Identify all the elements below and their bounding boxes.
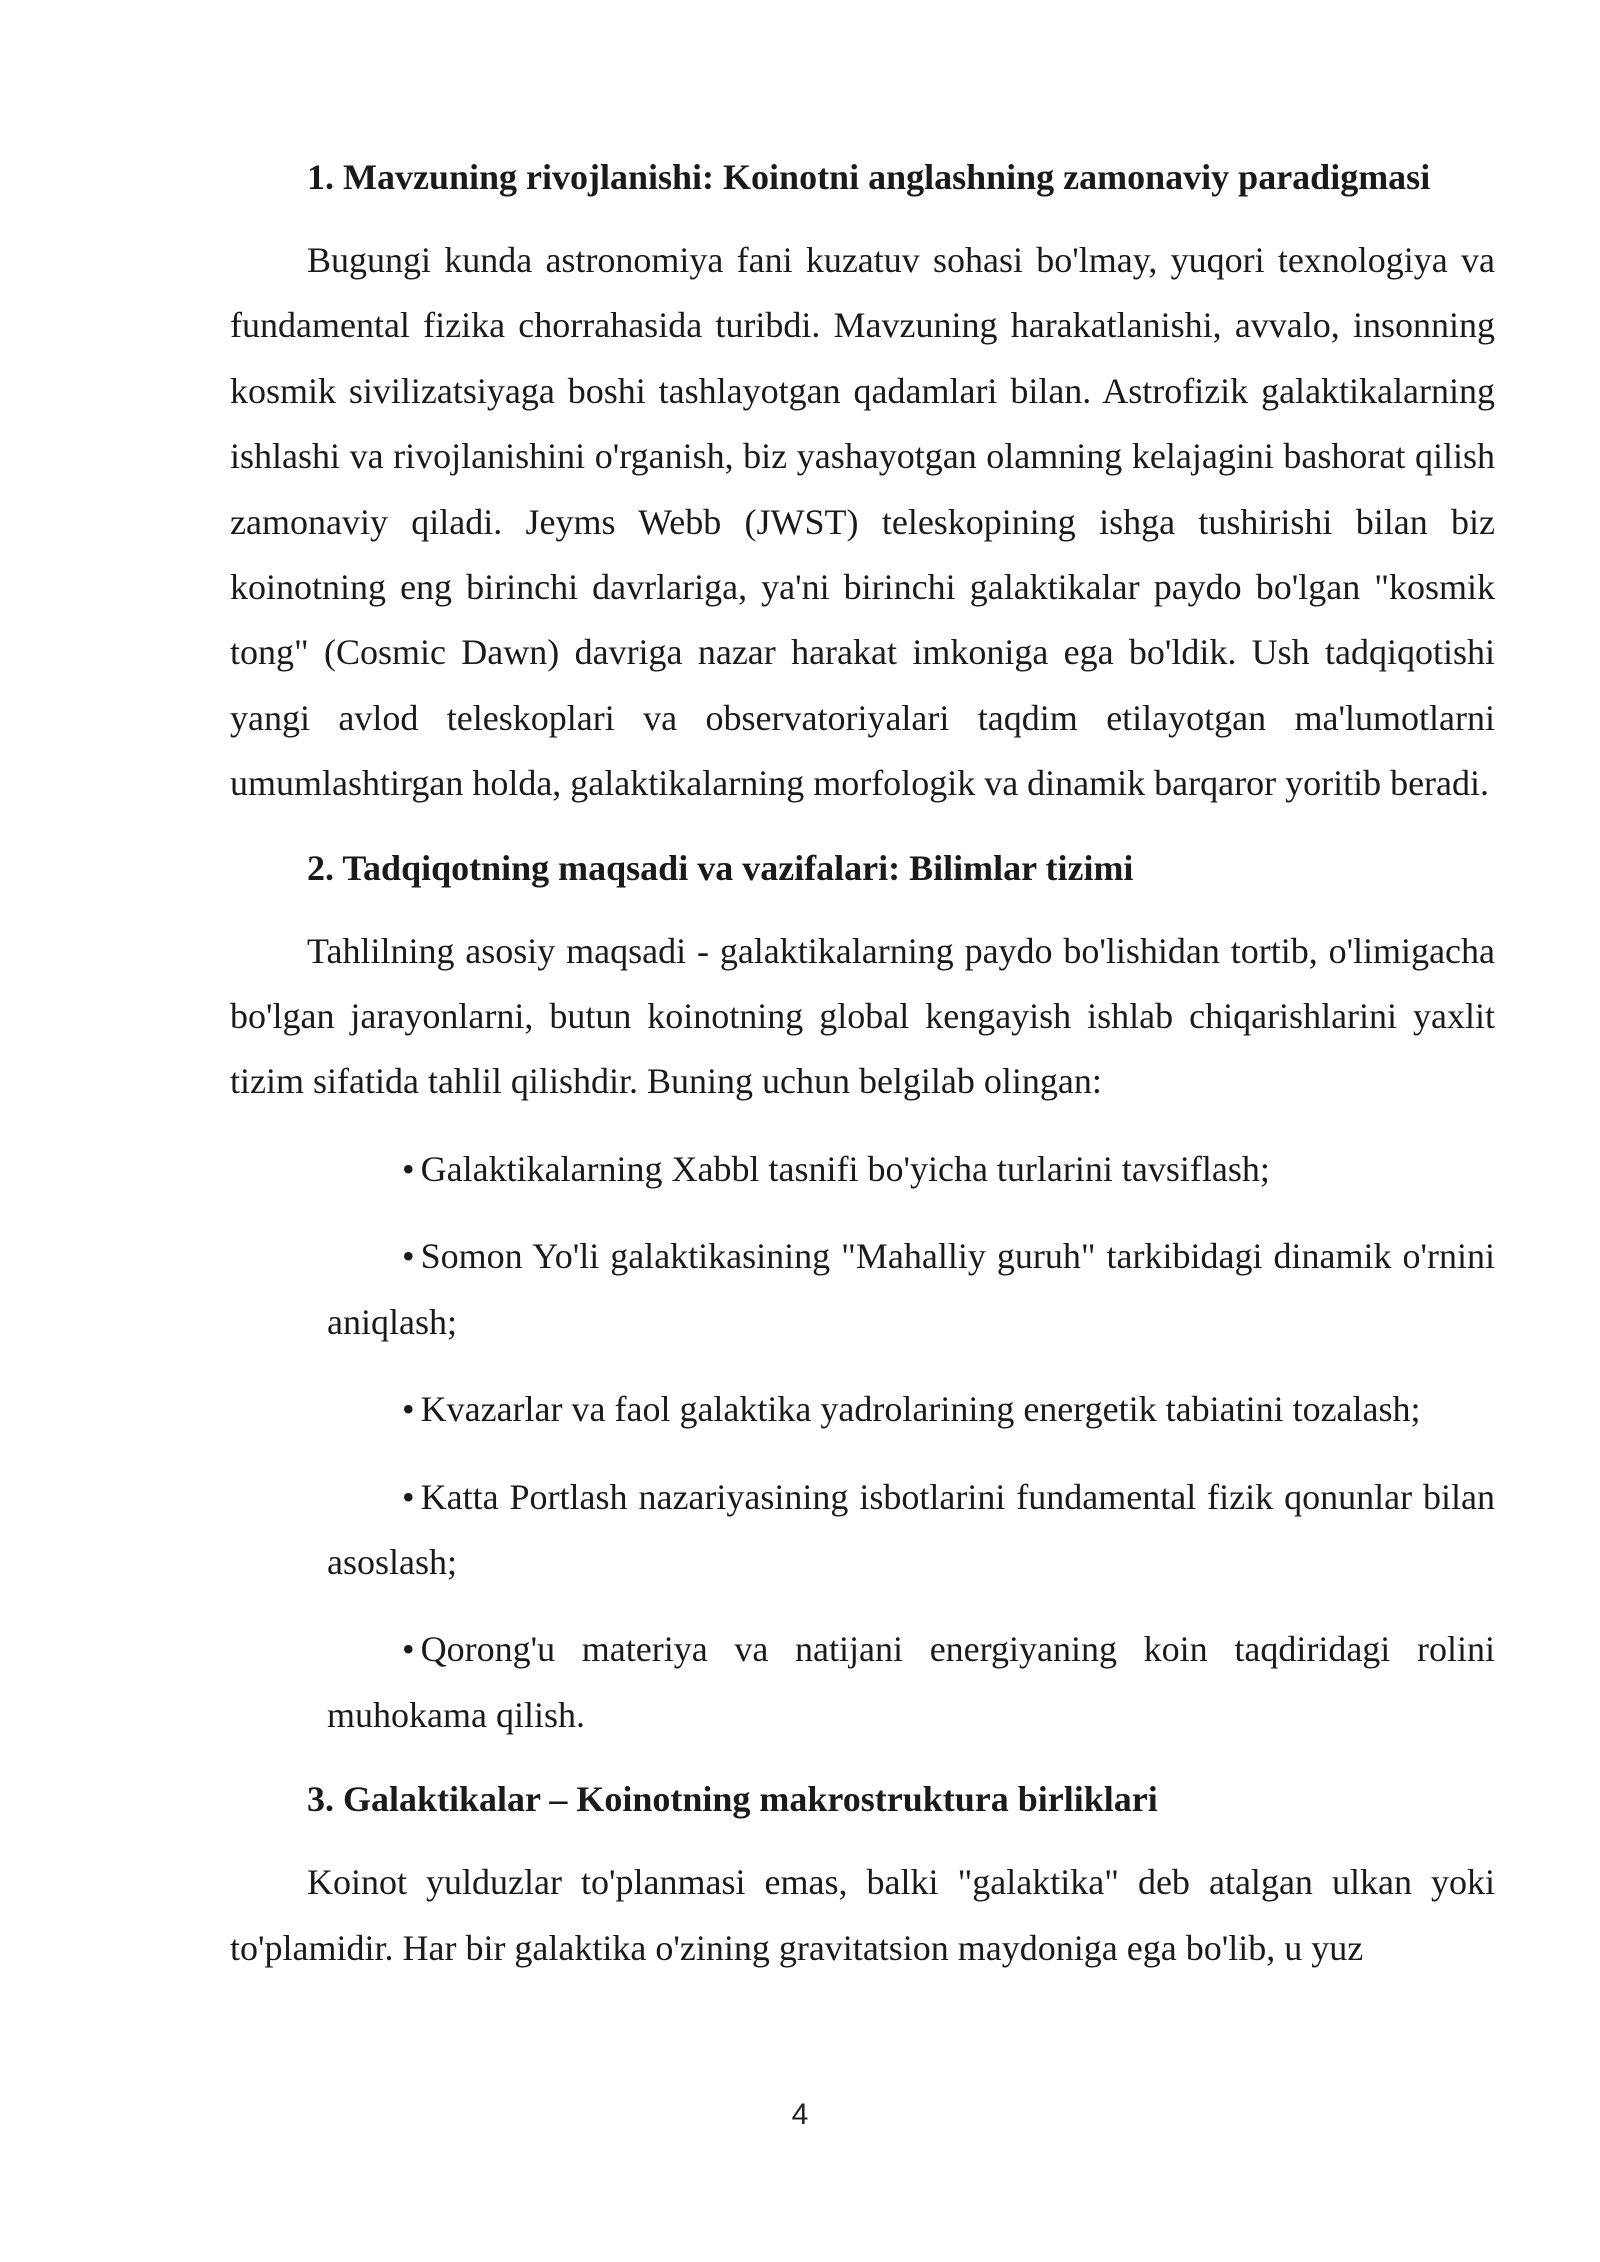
list-item-text: Galaktikalarning Xabbl tasnifi bo'yicha turlarini tavsiflash; — [420, 1148, 1270, 1189]
list-item — [327, 1465, 1495, 1596]
list-item — [327, 1377, 1495, 1442]
list-item-text: Qorong'u materiya va natijani energiyaning koin taqdiridagi rolini muhokama qilish. — [327, 1629, 1495, 1735]
list-item-text: Somon Yo'li galaktikasining "Mahalliy guruh" tarkibidagi dinamik o'rnini aniqlash; — [327, 1236, 1495, 1342]
document-page — [230, 148, 1495, 2003]
bullet-icon: • — [402, 1476, 415, 1517]
list-item — [327, 1617, 1495, 1748]
bullet-icon: • — [402, 1236, 415, 1277]
list-item-text: Kvazarlar va faol galaktika yadrolarining energetik tabiatini tozalash; — [420, 1389, 1421, 1430]
list-item — [327, 1137, 1495, 1202]
bullet-icon: • — [402, 1148, 415, 1189]
section-3-heading: 3. Galaktikalar – Koinotning makrostruktura birliklari — [307, 1779, 1158, 1820]
bullet-icon: • — [402, 1389, 415, 1430]
section-1-paragraph: Bugungi kunda astronomiya fani kuzatuv sohasi bo'lmay, yuqori texnologiya va fundamental fizika chorrahasida turibdi. Mavzuning harakatlanishi, avvalo, insonning kosmik sivilizatsiyaga boshi tashlayotgan qadamlari bilan. Astrofizik galaktikalarning ishlashi va rivojlanishini o'rganish, biz yashayotgan olamning kelajagini bashorat qilish zamonaviy qiladi. Jeyms Webb (JWST) teleskopining ishga tushirishi bilan biz koinotning eng birinchi davrlariga, ya'ni birinchi galaktikalar paydo bo'lgan "kosmik tong" (Cosmic Dawn) davriga nazar harakat imkoniga ega bo'ldik. Ush tadqiqotishi yangi avlod teleskoplari va observatoriyalari taqdim etilayotgan ma'lumotlarni umumlashtirgan holda, galaktikalarning morfologik va dinamik barqaror yoritib beradi. — [230, 240, 1495, 804]
section-2-paragraph: Tahlilning asosiy maqsadi - galaktikalarning paydo bo'lishidan tortib, o'limigacha bo'lgan jarayonlarni, butun koinotning global kengayish ishlab chiqarishlarini yaxlit tizim sifatida tahlil qilishdir. Buning uchun belgilab olingan: — [230, 930, 1495, 1102]
section-3-paragraph: Koinot yulduzlar to'planmasi emas, balki "galaktika" deb atalgan ulkan yoki to'plamidir. Har bir galaktika o'zining gravitatsion maydoniga ega bo'lib, u yuz — [230, 1862, 1495, 1968]
objectives-list — [230, 1137, 1495, 1748]
list-item — [327, 1224, 1495, 1355]
bullet-icon: • — [402, 1629, 415, 1670]
list-item-text: Katta Portlash nazariyasining isbotlarini fundamental fizik qonunlar bilan asoslash; — [327, 1476, 1495, 1582]
section-2-heading: 2. Tadqiqotning maqsadi va vazifalari: Bilimlar tizimi — [307, 847, 1134, 888]
page-number: 4 — [791, 2098, 809, 2131]
section-1-heading: 1. Mavzuning rivojlanishi: Koinotni anglashning zamonaviy paradigmasi — [307, 157, 1431, 197]
